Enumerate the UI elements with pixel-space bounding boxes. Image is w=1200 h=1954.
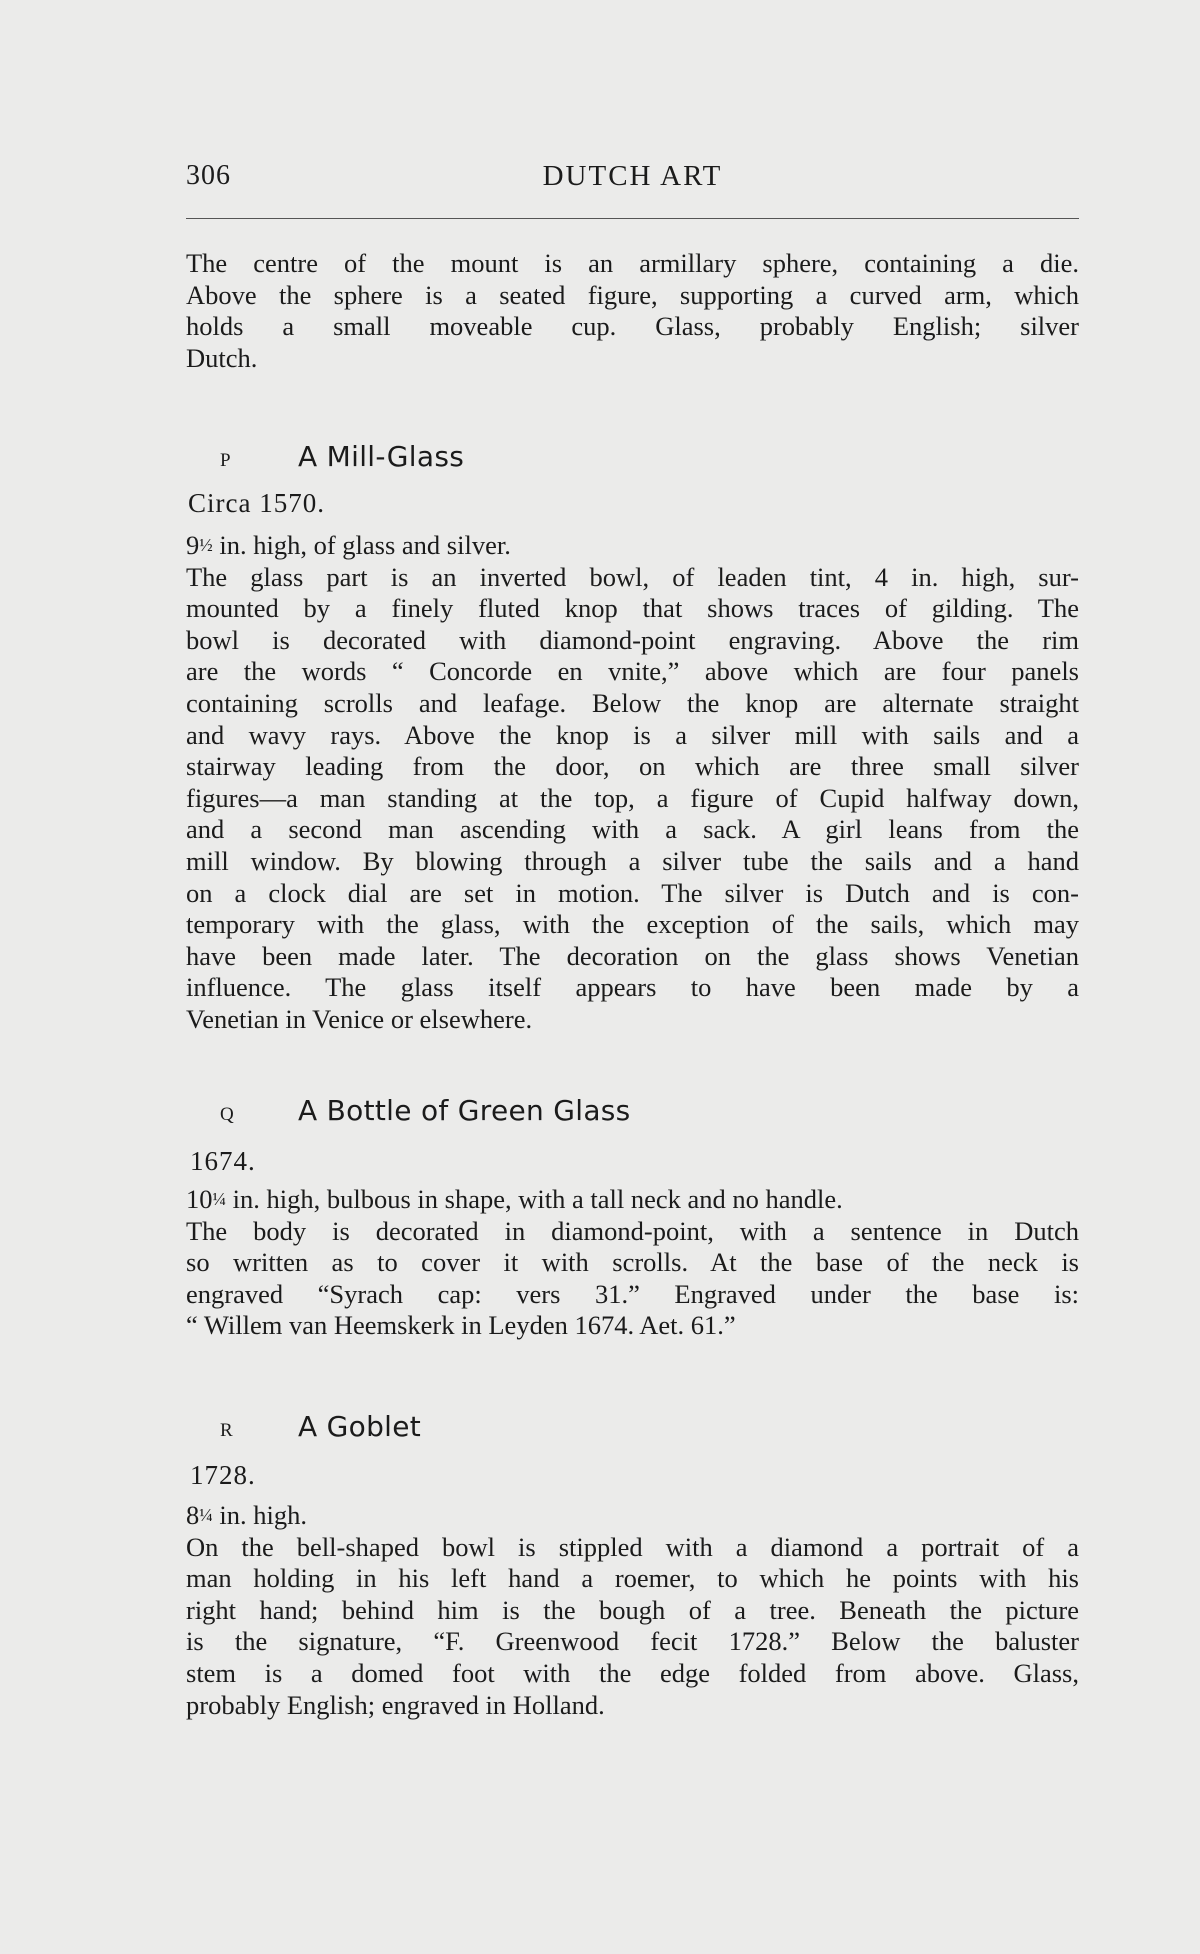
entry-title: A Bottle of Green Glass <box>298 1094 631 1127</box>
dimension-whole: 10 <box>186 1184 213 1214</box>
page-number: 306 <box>186 160 231 191</box>
running-head <box>186 160 1079 200</box>
text-line: On the bell-shaped bowl is stippled with a diamond a portrait of a <box>186 1531 1079 1562</box>
entry-heading-q <box>186 1094 1079 1134</box>
text-line: mounted by a finely fluted knop that shows traces of gilding. The <box>186 593 1079 624</box>
header-rule <box>186 218 1079 219</box>
entry-letter: Q <box>220 1104 235 1125</box>
intro-paragraph <box>186 248 1079 374</box>
entry-title: A Goblet <box>298 1410 422 1443</box>
entry-description-r <box>186 1500 1079 1721</box>
text-line: stem is a domed foot with the edge folded from above. Glass, <box>186 1657 1079 1688</box>
dimension-fraction: ¼ <box>212 1189 226 1209</box>
dimension-fraction: ¼ <box>199 1505 213 1525</box>
entry-date: Circa 1570. <box>188 488 325 518</box>
text-line: so written as to cover it with scrolls. At the base of the neck is <box>186 1247 1079 1278</box>
text-line: holds a small moveable cup. Glass, probably English; silver <box>186 311 1079 342</box>
entry-date: 1674. <box>190 1146 256 1176</box>
text-line: The glass part is an inverted bowl, of leaden tint, 4 in. high, sur- <box>186 561 1079 592</box>
entry-title: A Mill-Glass <box>298 440 465 473</box>
text-line: temporary with the glass, with the exception of the sails, which may <box>186 909 1079 940</box>
dimension-rest: in. high, of glass and silver. <box>212 530 511 560</box>
entry-heading-r <box>186 1410 1079 1450</box>
text-line: have been made later. The decoration on the glass shows Venetian <box>186 940 1079 971</box>
text-line: influence. The glass itself appears to have been made by a <box>186 972 1079 1003</box>
text-line: man holding in his left hand a roemer, to which he points with his <box>186 1563 1079 1594</box>
text-line: and a second man ascending with a sack. A girl leans from the <box>186 814 1079 845</box>
text-line: Dutch. <box>186 342 258 373</box>
text-line: containing scrolls and leafage. Below the knop are alternate straight <box>186 687 1079 718</box>
dimensions-line <box>186 1184 1079 1216</box>
entry-letter: P <box>220 450 232 471</box>
text-line: Above the sphere is a seated figure, supporting a curved arm, which <box>186 279 1079 310</box>
text-line: Venetian in Venice or elsewhere. <box>186 1003 533 1034</box>
text-line: and wavy rays. Above the knop is a silver mill with sails and a <box>186 719 1079 750</box>
dimensions-line <box>186 1500 1079 1532</box>
text-line: right hand; behind him is the bough of a tree. Beneath the picture <box>186 1594 1079 1625</box>
text-line: is the signature, “F. Greenwood fecit 1728.” Below the baluster <box>186 1626 1079 1657</box>
text-line: “ Willem van Heemskerk in Leyden 1674. Aet. 61.” <box>186 1310 736 1341</box>
text-line: are the words “ Concorde en vnite,” above which are four panels <box>186 656 1079 687</box>
dimension-whole: 8 <box>186 1500 200 1530</box>
text-line: stairway leading from the door, on which are three small silver <box>186 751 1079 782</box>
text-line: figures—a man standing at the top, a figure of Cupid halfway down, <box>186 782 1079 813</box>
dimensions-line <box>186 530 1079 562</box>
entry-description-p <box>186 530 1079 1036</box>
dimension-rest: in. high. <box>212 1500 307 1530</box>
running-title: DUTCH ART <box>542 160 723 192</box>
entry-letter: R <box>220 1420 234 1441</box>
text-line: mill window. By blowing through a silver tube the sails and a hand <box>186 845 1079 876</box>
text-line: The body is decorated in diamond-point, with a sentence in Dutch <box>186 1215 1079 1246</box>
dimension-whole: 9 <box>186 530 200 560</box>
text-line: The centre of the mount is an armillary sphere, containing a die. <box>186 248 1079 278</box>
text-line: on a clock dial are set in motion. The silver is Dutch and is con- <box>186 877 1079 908</box>
text-line: probably English; engraved in Holland. <box>186 1689 605 1720</box>
entry-heading-p <box>186 440 1079 480</box>
entry-date: 1728. <box>190 1460 256 1490</box>
dimension-rest: in. high, bulbous in shape, with a tall neck and no handle. <box>226 1184 843 1214</box>
dimension-fraction: ½ <box>199 535 213 555</box>
entry-description-q <box>186 1184 1079 1342</box>
text-line: bowl is decorated with diamond-point engraving. Above the rim <box>186 624 1079 655</box>
text-line: engraved “Syrach cap: vers 31.” Engraved under the base is: <box>186 1278 1079 1309</box>
